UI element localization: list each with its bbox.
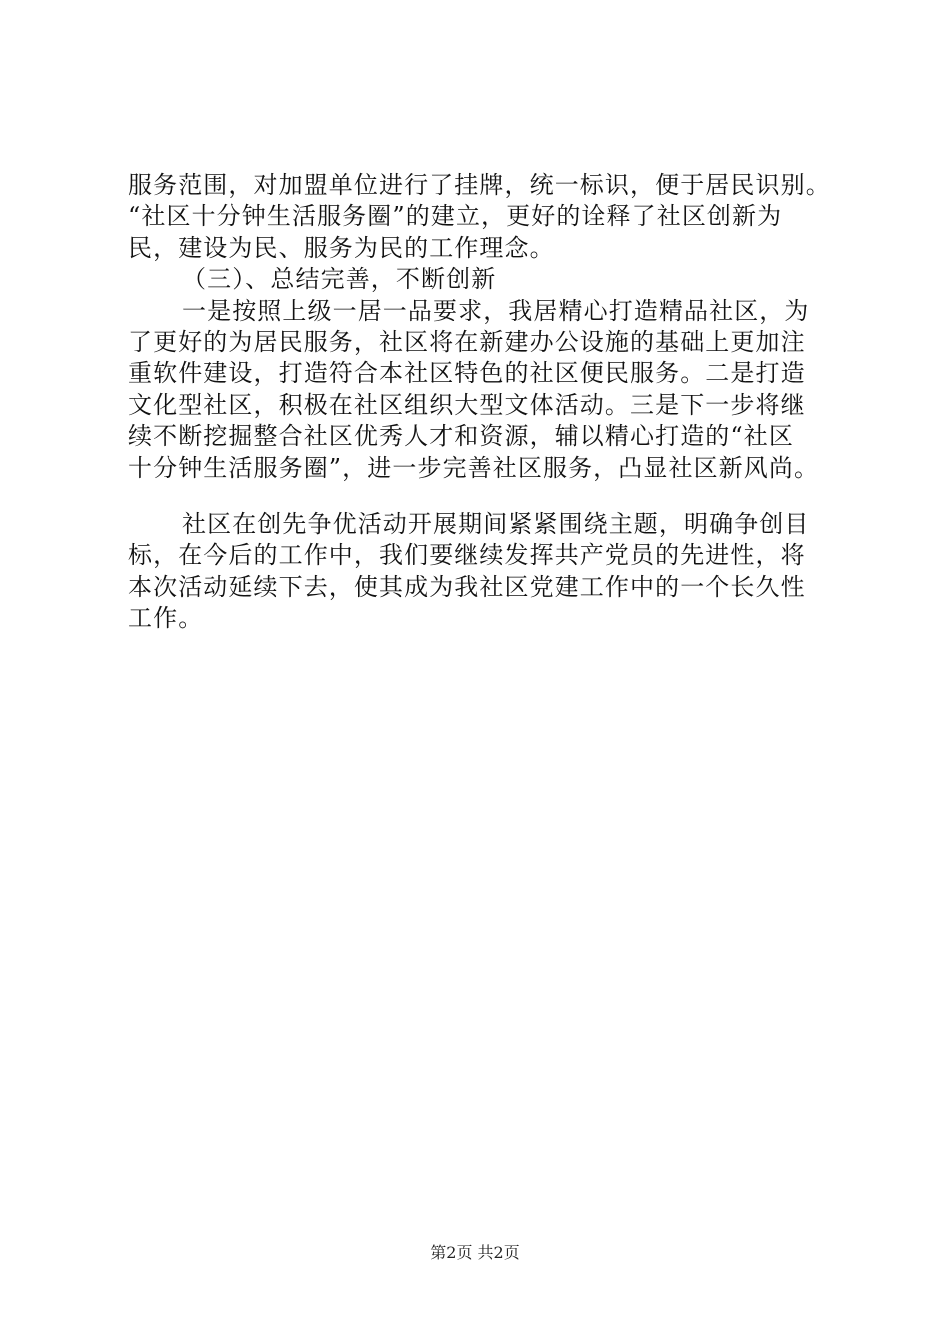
text-line: 服务范围，对加盟单位进行了挂牌，统一标识，便于居民识别。 [128,171,831,199]
text-line: 十分钟生活服务圈”，进一步完善社区服务，凸显社区新风尚。 [128,453,820,482]
paragraph-conclusion [128,509,838,635]
text-line: 工作。 [128,604,204,633]
paragraph-spacer [128,484,838,509]
text-line: 本次活动延续下去，使其成为我社区党建工作中的一个长久性 [128,572,806,601]
text-line: 文化型社区，积极在社区组织大型文体活动。三是下一步将继 [128,390,806,419]
text-line: 了更好的为居民服务，社区将在新建办公设施的基础上更加注 [128,327,806,356]
document-body [128,170,838,634]
text-line: “社区十分钟生活服务圈”的建立，更好的诠释了社区创新为 [128,202,783,231]
text-line: 民，建设为民、服务为民的工作理念。 [128,233,555,262]
section-heading: （三）、总结完善，不断创新 [182,265,497,294]
paragraph-continued [128,170,838,264]
paragraph-summary [128,296,838,484]
text-line: 一是按照上级一居一品要求，我居精心打造精品社区，为 [182,296,810,325]
text-line: 社区在创先争优活动开展期间紧紧围绕主题，明确争创目 [182,509,810,538]
text-line: 重软件建设，打造符合本社区特色的社区便民服务。二是打造 [128,359,806,388]
text-line: 续不断挖掘整合社区优秀人才和资源，辅以精心打造的“社区 [128,422,794,451]
text-line: 标，在今后的工作中，我们要继续发挥共产党员的先进性，将 [128,541,806,570]
page-number-footer: 第2页 共2页 [430,1243,520,1262]
